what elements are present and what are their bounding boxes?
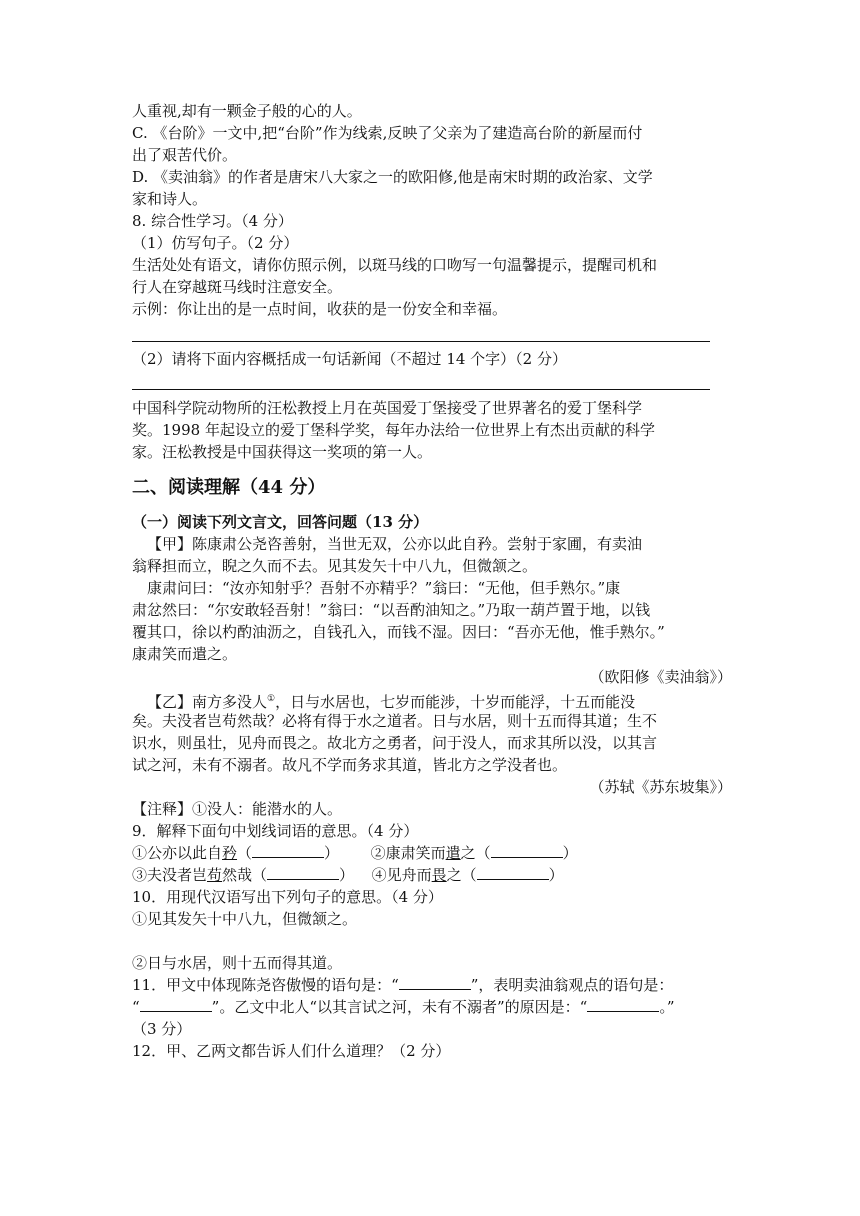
question-text: ”，表明卖油翁观点的语句是： bbox=[470, 976, 674, 994]
passage-b-text: 【乙】南方多没人 bbox=[147, 693, 268, 711]
option-d-line1: D. 《卖油翁》的作者是唐宋八大家之一的欧阳修,他是南宋时期的政治家、文学 bbox=[132, 168, 653, 186]
section-heading: 二、阅读理解（44 分） bbox=[132, 477, 326, 498]
question-8-part1: （1）仿写句子。（2 分） bbox=[132, 234, 299, 252]
question-text: 之（ bbox=[460, 844, 491, 862]
question-text: ） bbox=[562, 844, 578, 862]
question-text: 11．甲文中体现陈尧咨傲慢的语句是：“ bbox=[132, 976, 399, 994]
option-d-line2: 家和诗人。 bbox=[132, 190, 208, 208]
question-text: ③夫没者岂 bbox=[132, 866, 208, 884]
question-text: 然哉（ bbox=[222, 866, 268, 884]
passage-a-line5: 覆其口，徐以杓酌油沥之，自钱孔入，而钱不湿。因曰：“吾亦无他，惟手熟尔。” bbox=[132, 623, 665, 641]
answer-line bbox=[132, 389, 710, 390]
question-8-example: 示例：你让出的是一点时间，收获的是一份安全和幸福。 bbox=[132, 300, 508, 318]
passage-a-line4: 肃忿然曰：“尔安敢轻吾射！”翁曰：“以吾酌油知之。”乃取一葫芦置于地，以钱 bbox=[132, 601, 651, 619]
news-text-line1: 中国科学院动物所的汪松教授上月在英国爱丁堡接受了世界著名的爱丁堡科学 bbox=[132, 399, 643, 417]
passage-a-line6: 康肃笑而遣之。 bbox=[132, 645, 238, 663]
question-8-title: 8. 综合性学习。（4 分） bbox=[132, 212, 293, 230]
answer-blank[interactable] bbox=[140, 997, 212, 1012]
passage-a-line3: 康肃问曰：“汝亦知射乎？吾射不亦精乎？”翁曰：“无他，但手熟尔。”康 bbox=[147, 579, 621, 597]
answer-blank[interactable] bbox=[491, 843, 563, 858]
underlined-word: 遣 bbox=[445, 844, 461, 862]
question-9-title: 9．解释下面句中划线词语的意思。（4 分） bbox=[132, 822, 419, 840]
answer-blank[interactable] bbox=[252, 843, 324, 858]
passage-b-line2: 矣。夫没者岂苟然哉？必将有得于水之道者。日与水居，则十五而得其道；生不 bbox=[132, 712, 658, 730]
underlined-word: 畏 bbox=[431, 866, 447, 884]
passage-b-line4: 试之河，未有不溺者。故凡不学而务求其道，皆北方之学没者也。 bbox=[132, 756, 568, 774]
question-text: 。” bbox=[659, 998, 675, 1016]
question-text: ④见舟而 bbox=[371, 866, 432, 884]
news-text-line3: 家。汪松教授是中国获得这一奖项的第一人。 bbox=[132, 443, 433, 461]
passage-a-source: （欧阳修《卖油翁》） bbox=[589, 668, 732, 686]
question-text: （ bbox=[237, 844, 253, 862]
passage-a-line2: 翁释担而立，睨之久而不去。见其发矢十中八九，但微颔之。 bbox=[132, 557, 538, 575]
passage-b-source: （苏轼《苏东坡集》） bbox=[589, 778, 732, 796]
underlined-word: 苟 bbox=[207, 866, 223, 884]
question-text: ） bbox=[339, 866, 355, 884]
answer-blank[interactable] bbox=[587, 997, 659, 1012]
question-text: ”。乙文中北人“以其言试之河，未有不溺者”的原因是：“ bbox=[211, 998, 588, 1016]
passage-b-text: ，日与水居也，七岁而能涉，十岁而能浮，十五而能没 bbox=[275, 693, 636, 711]
question-10-item2: ②日与水居，则十五而得其道。 bbox=[132, 954, 343, 972]
option-c-line2: 出了艰苦代价。 bbox=[132, 146, 238, 164]
option-c-line1: C. 《台阶》一文中,把“台阶”作为线索,反映了父亲为了建造高台阶的新屋而付 bbox=[132, 124, 643, 142]
question-text: ②康肃笑而 bbox=[370, 844, 446, 862]
question-10-title: 10．用现代汉语写出下列句子的意思。（4 分） bbox=[132, 888, 443, 906]
question-11-line2 bbox=[132, 996, 675, 1018]
subsection-heading: （一）阅读下列文言文，回答问题（13 分） bbox=[132, 513, 429, 531]
underlined-word: 矜 bbox=[222, 844, 238, 862]
annotation-note: 【注释】①没人：能潜水的人。 bbox=[132, 800, 343, 818]
question-text: “ bbox=[132, 998, 140, 1016]
answer-line bbox=[132, 341, 710, 342]
question-9-row1 bbox=[132, 842, 578, 864]
news-text-line2: 奖。1998 年起设立的爱丁堡科学奖，每年办法给一位世界上有杰出贡献的科学 bbox=[132, 421, 655, 439]
question-text: ） bbox=[324, 844, 340, 862]
text-line: 人重视,却有一颗金子般的心的人。 bbox=[132, 102, 362, 120]
passage-b-line3: 识水，则虽壮，见舟而畏之。故北方之勇者，问于没人，而求其所以没，以其言 bbox=[132, 734, 658, 752]
question-11-score: （3 分） bbox=[132, 1020, 192, 1038]
question-8-prompt-line1: 生活处处有语文，请你仿照示例，以斑马线的口吻写一句温馨提示，提醒司机和 bbox=[132, 256, 658, 274]
answer-blank[interactable] bbox=[267, 865, 339, 880]
answer-blank[interactable] bbox=[399, 975, 471, 990]
question-11-line1 bbox=[132, 974, 673, 996]
passage-a-line1: 【甲】陈康肃公尧咨善射，当世无双，公亦以此自矜。尝射于家圃，有卖油 bbox=[147, 535, 643, 553]
answer-blank[interactable] bbox=[477, 865, 549, 880]
question-text: ） bbox=[548, 866, 564, 884]
footnote-marker: ① bbox=[267, 694, 276, 704]
question-text: ①公亦以此自 bbox=[132, 844, 223, 862]
question-10-item1: ①见其发矢十中八九，但微颔之。 bbox=[132, 910, 358, 928]
question-8-part2: （2）请将下面内容概括成一句话新闻（不超过 14 个字）（2 分） bbox=[132, 350, 567, 368]
question-12-title: 12．甲、乙两文都告诉人们什么道理？（2 分） bbox=[132, 1042, 451, 1060]
question-text: 之（ bbox=[446, 866, 477, 884]
question-8-prompt-line2: 行人在穿越斑马线时注意安全。 bbox=[132, 278, 343, 296]
question-9-row2 bbox=[132, 864, 564, 886]
